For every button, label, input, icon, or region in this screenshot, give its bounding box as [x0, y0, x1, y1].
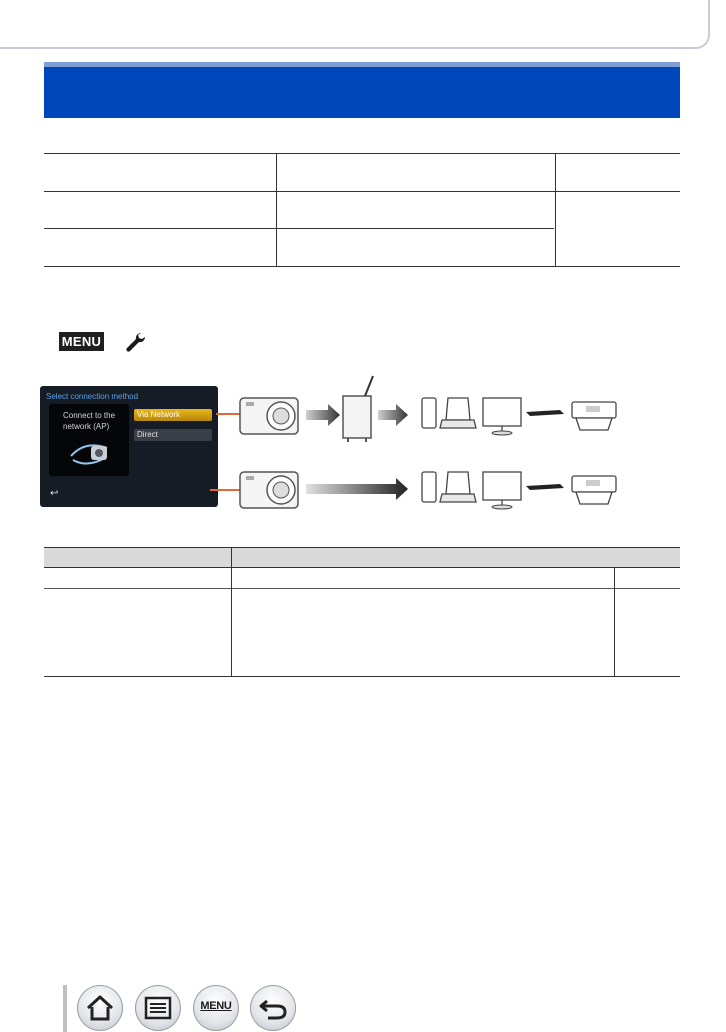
arrow-ap-to-devices — [378, 404, 408, 426]
wrench-icon — [124, 331, 146, 353]
connection-diagram — [210, 370, 630, 515]
home-button[interactable] — [77, 985, 123, 1031]
devices-bottom-row — [422, 472, 616, 509]
devices-top-row — [422, 398, 616, 435]
menu-button-label: MENU — [200, 1000, 232, 1012]
screen-title: Select connection method — [46, 392, 139, 401]
list-icon — [135, 985, 181, 1031]
back-icon — [250, 985, 296, 1031]
back-arrow-icon[interactable]: ↩ — [50, 488, 59, 499]
page-tab-frame — [0, 0, 710, 49]
arrow-camera-to-ap — [306, 404, 340, 426]
home-icon — [77, 985, 123, 1031]
camera-icon-top — [240, 398, 298, 434]
connector-direct — [210, 440, 240, 490]
option-direct[interactable]: Direct — [134, 429, 212, 441]
nav-divider — [63, 985, 67, 1032]
network-ap-icon — [67, 438, 113, 468]
contents-button[interactable] — [135, 985, 181, 1031]
back-button[interactable] — [250, 985, 296, 1031]
panel-text: Connect to the network (AP) — [63, 411, 116, 431]
access-point-icon — [343, 376, 373, 442]
camera-icon-bottom — [240, 472, 298, 508]
arrow-direct — [306, 478, 408, 500]
option-via-network[interactable]: Via Network — [134, 409, 212, 421]
section-title-bar — [44, 62, 680, 118]
menu-button[interactable] — [193, 985, 239, 1031]
connection-panel — [49, 404, 129, 476]
camera-screen — [40, 386, 218, 507]
menu-badge: MENU — [59, 332, 104, 351]
